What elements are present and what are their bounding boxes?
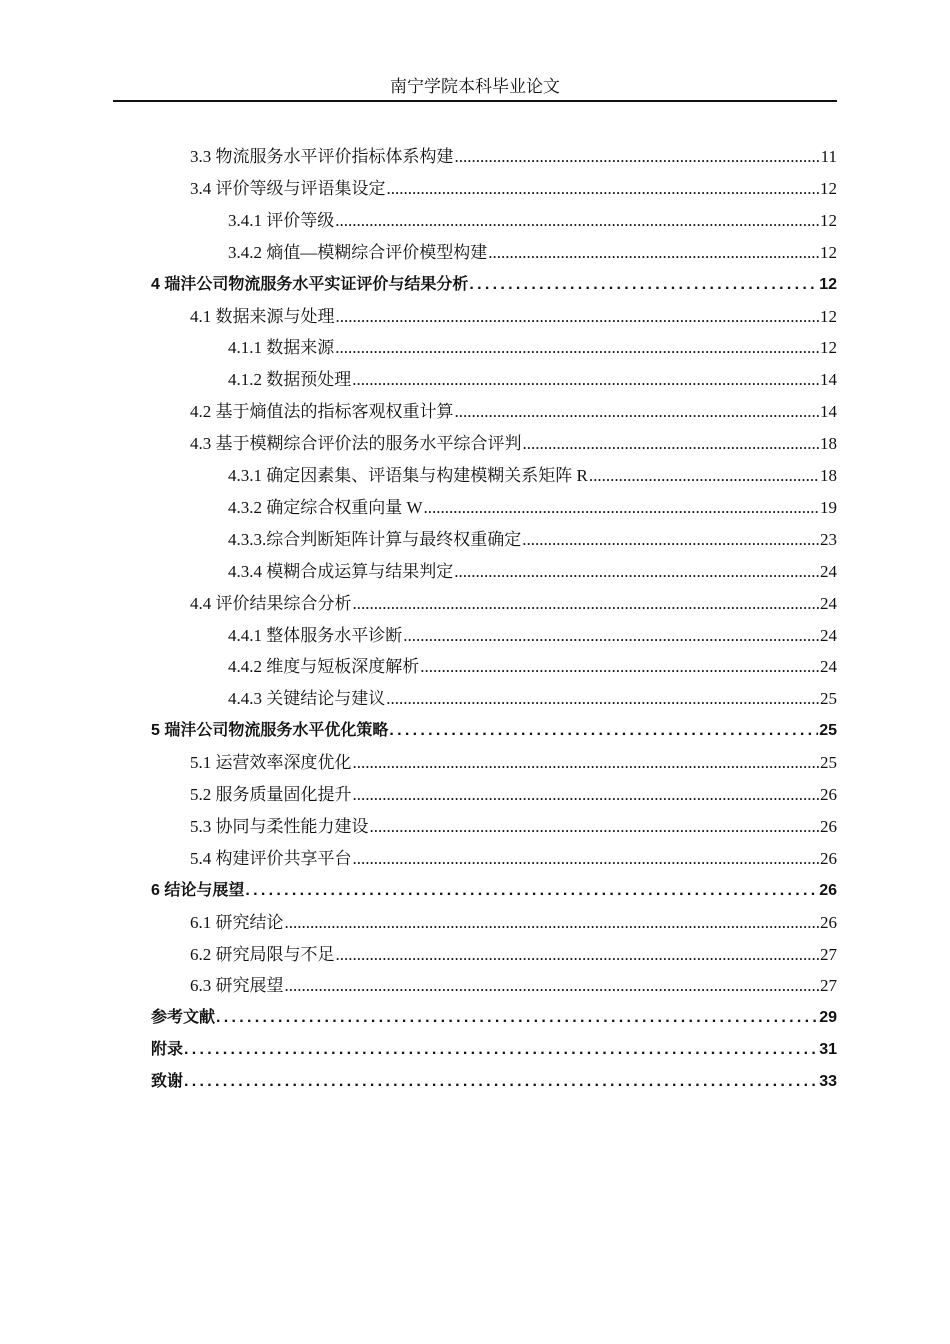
toc-leader-dots — [184, 1071, 818, 1093]
toc-leader-dots — [285, 975, 820, 997]
toc-leader-dots — [336, 944, 820, 966]
toc-leader-dots — [336, 306, 820, 328]
toc-leader-dots — [370, 816, 820, 838]
toc-entry[interactable] — [190, 583, 837, 615]
toc-entry[interactable] — [228, 487, 837, 519]
toc-leader-dots — [353, 752, 820, 774]
toc-entry-label: 4.1 数据来源与处理 — [190, 306, 335, 326]
toc-entry-label: 4.3.4 模糊合成运算与结果判定 — [228, 561, 454, 581]
toc-entry-page-number: 24 — [820, 561, 837, 581]
toc-entry-page-number: 14 — [820, 402, 837, 422]
toc-leader-dots — [352, 369, 819, 391]
toc-entry-page-number: 26 — [820, 848, 837, 868]
toc-entry-page-number: 14 — [820, 370, 837, 390]
toc-entry[interactable] — [190, 934, 837, 966]
toc-entry[interactable] — [190, 136, 837, 168]
toc-entry[interactable] — [190, 168, 837, 200]
toc-entry-page-number: 12 — [820, 242, 837, 262]
toc-entry[interactable] — [228, 359, 837, 391]
toc-entry[interactable] — [190, 423, 837, 455]
toc-leader-dots — [424, 497, 819, 519]
toc-entry[interactable] — [228, 327, 837, 359]
toc-entry-label: 4.3.2 确定综合权重向量 W — [228, 497, 423, 517]
toc-entry-page-number: 27 — [820, 944, 837, 964]
toc-entry[interactable] — [190, 296, 837, 328]
toc-entry-page-number: 26 — [820, 816, 837, 836]
toc-entry-page-number: 12 — [820, 338, 837, 358]
toc-entry-label: 4.1.2 数据预处理 — [228, 370, 352, 390]
toc-entry-label: 6.1 研究结论 — [190, 912, 284, 932]
toc-entry-label: 3.4.1 评价等级 — [228, 210, 335, 230]
toc-entry-page-number: 18 — [820, 466, 837, 485]
toc-entry-label: 参考文献 — [151, 1009, 216, 1027]
toc-entry-label: 6.3 研究展望 — [190, 976, 284, 996]
toc-entry-label: 致谢 — [151, 1073, 184, 1091]
toc-entry-label: 4.3.3.综合判断矩阵计算与最终权重确定 — [228, 529, 522, 549]
toc-entry-label: 3.3 物流服务水平评价指标体系构建 — [190, 147, 454, 166]
toc-entry[interactable] — [151, 264, 837, 296]
toc-leader-dots — [455, 401, 820, 423]
toc-leader-dots — [589, 465, 819, 487]
toc-entry-label: 3.4 评价等级与评语集设定 — [190, 178, 386, 198]
toc-leader-dots — [335, 210, 819, 232]
toc-entry[interactable] — [228, 519, 837, 551]
toc-entry-label: 5.1 运营效率深度优化 — [190, 753, 352, 773]
toc-entry[interactable] — [151, 997, 837, 1029]
toc-entry-page-number: 26 — [820, 785, 837, 804]
toc-entry-page-number: 25 — [820, 753, 837, 773]
toc-entry[interactable] — [190, 965, 837, 997]
toc-leader-dots — [216, 1007, 818, 1029]
toc-entry[interactable] — [151, 870, 837, 902]
toc-entry-page-number: 31 — [819, 1041, 837, 1059]
toc-entry-page-number: 25 — [820, 689, 837, 709]
toc-leader-dots — [386, 688, 819, 710]
toc-entry[interactable] — [228, 232, 837, 264]
toc-entry[interactable] — [190, 774, 837, 806]
toc-leader-dots — [387, 178, 820, 200]
toc-entry[interactable] — [190, 838, 837, 870]
toc-entry-page-number: 26 — [819, 881, 837, 899]
toc-entry-label: 6.2 研究局限与不足 — [190, 944, 335, 964]
toc-entry-page-number: 24 — [820, 625, 837, 645]
toc-entry-page-number: 12 — [819, 275, 837, 293]
toc-entry-page-number: 12 — [820, 210, 837, 230]
toc-entry[interactable] — [228, 551, 837, 583]
toc-entry[interactable] — [151, 1061, 837, 1093]
toc-entry[interactable] — [190, 391, 837, 423]
toc-entry-page-number: 19 — [820, 497, 837, 517]
toc-leader-dots — [389, 720, 818, 742]
toc-entry-label: 附录 — [151, 1041, 184, 1059]
toc-entry[interactable] — [228, 200, 837, 232]
toc-entry-page-number: 26 — [820, 912, 837, 932]
toc-entry-page-number: 18 — [820, 434, 837, 454]
toc-entry[interactable] — [190, 902, 837, 934]
toc-entry-label: 4 瑞沣公司物流服务水平实证评价与结果分析 — [151, 275, 469, 293]
toc-entry-page-number: 12 — [820, 178, 837, 198]
toc-entry-label: 4.3 基于模糊综合评价法的服务水平综合评判 — [190, 434, 522, 454]
toc-leader-dots — [454, 561, 819, 583]
toc-entry[interactable] — [151, 1029, 837, 1061]
toc-entry-page-number: 29 — [819, 1009, 837, 1027]
toc-entry[interactable] — [228, 646, 837, 678]
toc-leader-dots — [353, 848, 820, 870]
toc-leader-dots — [469, 274, 818, 296]
toc-entry[interactable] — [190, 742, 837, 774]
toc-entry-page-number: 24 — [820, 657, 837, 677]
toc-leader-dots — [285, 912, 820, 934]
header-divider — [113, 100, 837, 102]
toc-leader-dots — [523, 433, 820, 455]
toc-entry-label: 6 结论与展望 — [151, 881, 245, 899]
toc-entry-label: 3.4.2 熵值—模糊综合评价模型构建 — [228, 242, 488, 262]
toc-entry[interactable] — [228, 615, 837, 647]
toc-entry-label: 5.2 服务质量固化提升 — [190, 785, 352, 804]
toc-entry-page-number: 11 — [820, 147, 837, 166]
toc-entry-page-number: 23 — [820, 529, 837, 549]
toc-entry-label: 4.4.3 关键结论与建议 — [228, 689, 386, 709]
toc-leader-dots — [353, 593, 820, 615]
toc-entry-page-number: 25 — [819, 722, 837, 740]
toc-leader-dots — [403, 625, 819, 647]
toc-entry[interactable] — [190, 806, 837, 838]
toc-entry-label: 5.4 构建评价共享平台 — [190, 848, 352, 868]
toc-leader-dots — [353, 784, 820, 806]
toc-entry-label: 4.4.1 整体服务水平诊断 — [228, 625, 403, 645]
toc-leader-dots — [245, 880, 818, 902]
toc-leader-dots — [522, 529, 819, 551]
toc-entry-label: 5 瑞沣公司物流服务水平优化策略 — [151, 722, 389, 740]
toc-leader-dots — [455, 146, 820, 168]
toc-leader-dots — [488, 242, 819, 264]
toc-entry-page-number: 12 — [820, 306, 837, 326]
toc-leader-dots — [335, 337, 819, 359]
toc-entry-page-number: 33 — [819, 1073, 837, 1091]
page-header-title: 南宁学院本科毕业论文 — [390, 77, 560, 96]
toc-leader-dots — [184, 1039, 818, 1061]
toc-entry[interactable] — [151, 710, 837, 742]
toc-entry[interactable] — [228, 455, 837, 487]
toc-leader-dots — [420, 656, 819, 678]
toc-entry[interactable] — [228, 678, 837, 710]
toc-entry-page-number: 27 — [820, 976, 837, 996]
toc-entry-label: 4.4 评价结果综合分析 — [190, 593, 352, 613]
toc-entry-label: 4.1.1 数据来源 — [228, 338, 335, 358]
toc-entry-label: 4.2 基于熵值法的指标客观权重计算 — [190, 402, 454, 422]
toc-entry-page-number: 24 — [820, 593, 837, 613]
toc-entry-label: 4.3.1 确定因素集、评语集与构建模糊关系矩阵 R — [228, 466, 588, 485]
toc-entry-label: 5.3 协同与柔性能力建设 — [190, 816, 369, 836]
toc-entry-label: 4.4.2 维度与短板深度解析 — [228, 657, 420, 677]
